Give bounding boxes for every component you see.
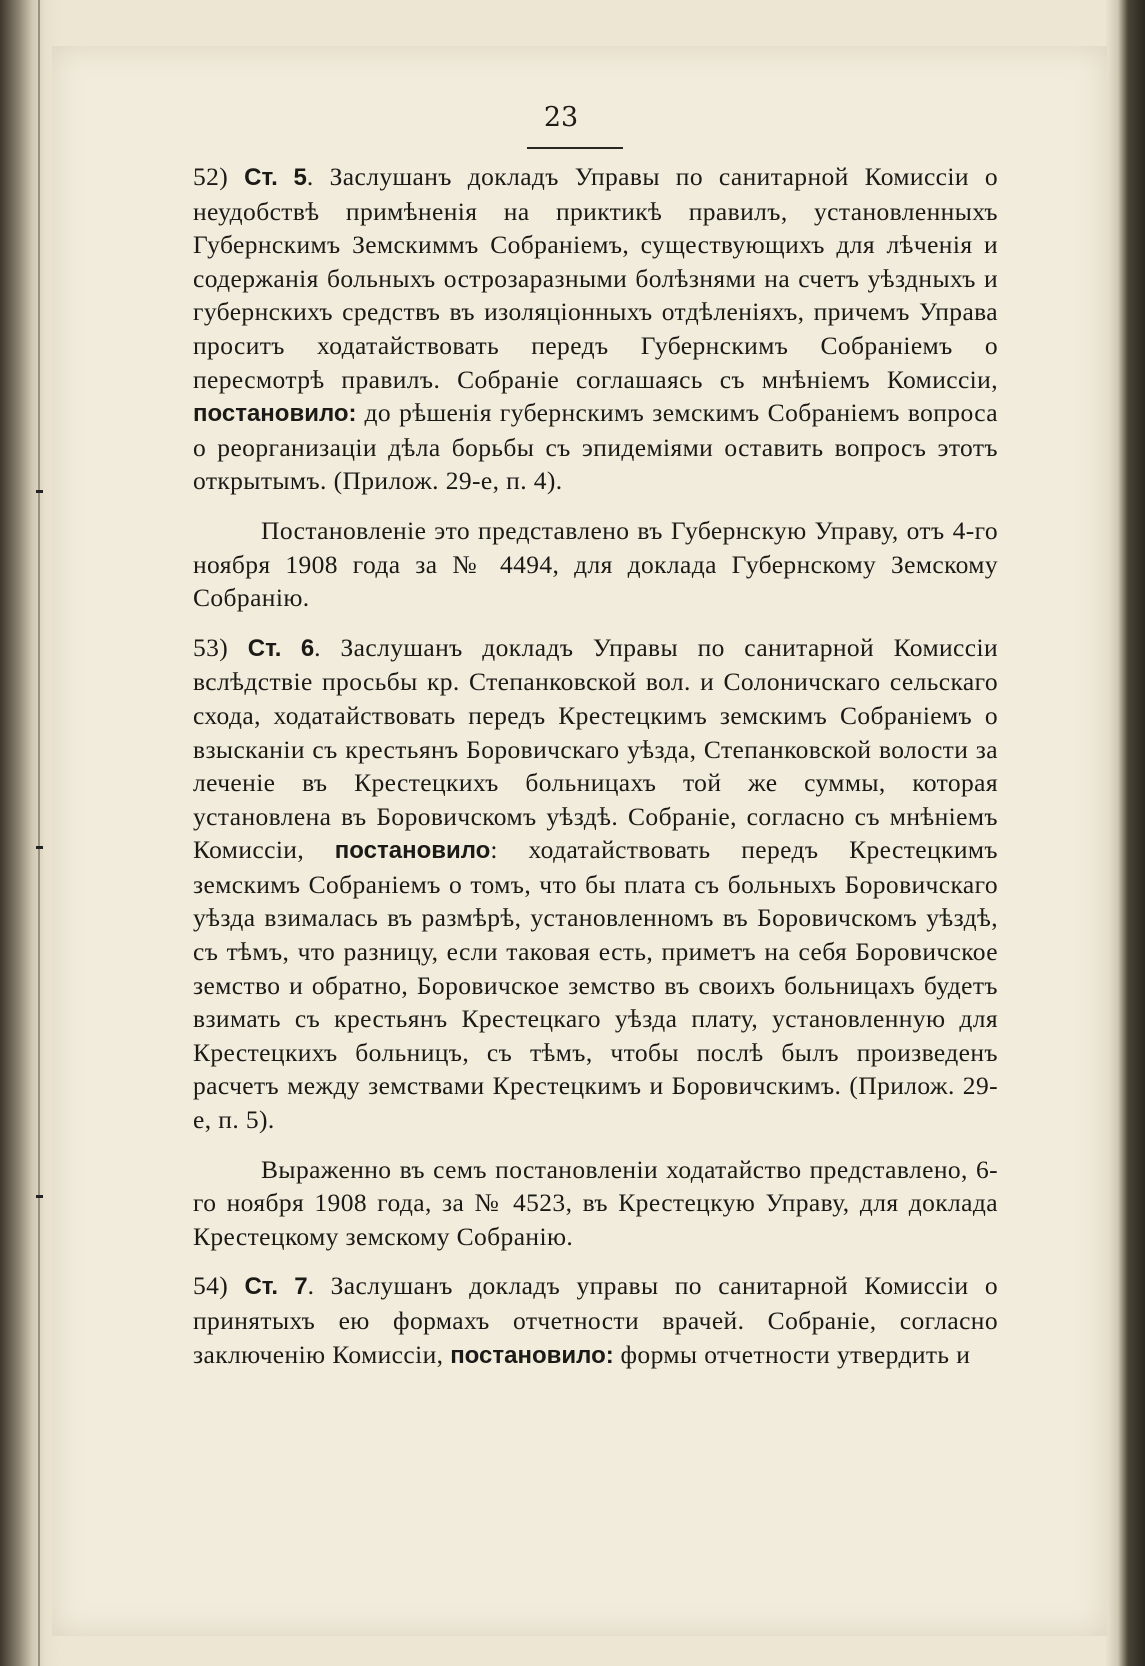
article-reference: Ст. 7 <box>244 1273 308 1301</box>
resolution-keyword: постановило <box>334 837 491 865</box>
paragraph-text: : ходатайствовать передъ Крестецкимъ земскимъ Собраніемъ о томъ, что бы плата съ больныхъ Боровичскаго уѣзда взималась въ размѣрѣ, установленномъ въ Боровичскомъ уѣздѣ, съ тѣмъ, что разницу, если таковая есть, приметъ на себя Боровичское земство и обратно, Боровичское земство въ своихъ больницахъ будетъ взимать съ крестьянъ Крестецкаго уѣзда плату, установленную для Крестецкихъ больницъ, съ тѣмъ, чтобы послѣ былъ произведенъ расчетъ между земствами Крестецкимъ и Боровичскимъ. (Прилож. 29-е, п. 5). <box>193 835 999 1135</box>
document-body <box>193 160 998 1382</box>
resolution-keyword: постановило: <box>450 1341 614 1369</box>
resolution-keyword: постановило: <box>193 400 357 428</box>
margin-mark <box>36 846 43 849</box>
page-number-rule <box>527 147 623 149</box>
resolution-paragraph-54 <box>193 1269 998 1372</box>
paragraph-text: до рѣшенія губернскимъ земскимъ Собраніемъ вопроса о реорганизаціи дѣла борьбы съ эпидеміями оставить вопросъ этотъ открытымъ. (Прилож. 29-е, п. 4). <box>193 398 998 496</box>
margin-mark <box>36 1195 43 1198</box>
submission-note: Постановленіе это представлено въ Губернскую Управу, отъ 4-го ноября 1908 года за № 4494, для доклада Губернскому Земскому Собранію. <box>193 515 998 613</box>
submission-note: Выраженно въ семъ постановленіи ходатайство представлено, 6-го ноября 1908 года, за № 4523, въ Крестецкую Управу, для доклада Крестецкому земскому Собранію. <box>193 1154 998 1251</box>
paragraph-text: . Заслушанъ докладъ Управы по санитарной Комиссіи о неудобствѣ примѣненія на приктикѣ правилъ, установленныхъ Губернскимъ Земскиммъ Собраніемъ, существующихъ для лѣченія и содержанія больныхъ острозаразными болѣзнями на счетъ уѣздныхъ и губернскихъ средствъ въ изоляціонныхъ отдѣленіяхъ, причемъ Управа проситъ ходатайствовать передъ Губернскимъ Собраніемъ о пересмотрѣ правилъ. Собраніе соглашаясь съ мнѣніемъ Комиссіи, <box>193 162 998 394</box>
item-number: 53) <box>193 632 229 662</box>
margin-mark <box>36 490 43 493</box>
article-reference: Ст. 5 <box>244 164 307 191</box>
resolution-paragraph-53 <box>193 631 998 1137</box>
paragraph-text: . Заслушанъ докладъ управы по санитарной Комиссіи о принятыхъ ею формахъ отчетности врачей. Собраніе, согласно заключенію Комиссіи, <box>193 1271 998 1369</box>
book-fold-line <box>38 0 40 1666</box>
paragraph-text: формы отчетности утвердить и <box>613 1339 971 1369</box>
page-number: 23 <box>543 102 579 133</box>
article-reference: Ст. 6 <box>247 634 315 662</box>
item-number: 54) <box>193 1271 229 1301</box>
paragraph-text: . Заслушанъ докладъ Управы по санитарной Комиссіи вслѣдствіе просьбы кр. Степанковской вол. и Солоничскаго сельскаго схода, ходатайствовать передъ Крестецкимъ земскимъ Собраніемъ о взысканіи съ крестьянъ Боровичскаго уѣзда, Степанковской волости за леченіе въ Крестецкихъ больницахъ той же суммы, которая установлена въ Боровичскомъ уѣздѣ. Собраніе, согласно съ мнѣніемъ Комиссіи, <box>193 632 998 865</box>
item-number: 52) <box>193 162 229 191</box>
resolution-paragraph-52 <box>193 160 998 498</box>
